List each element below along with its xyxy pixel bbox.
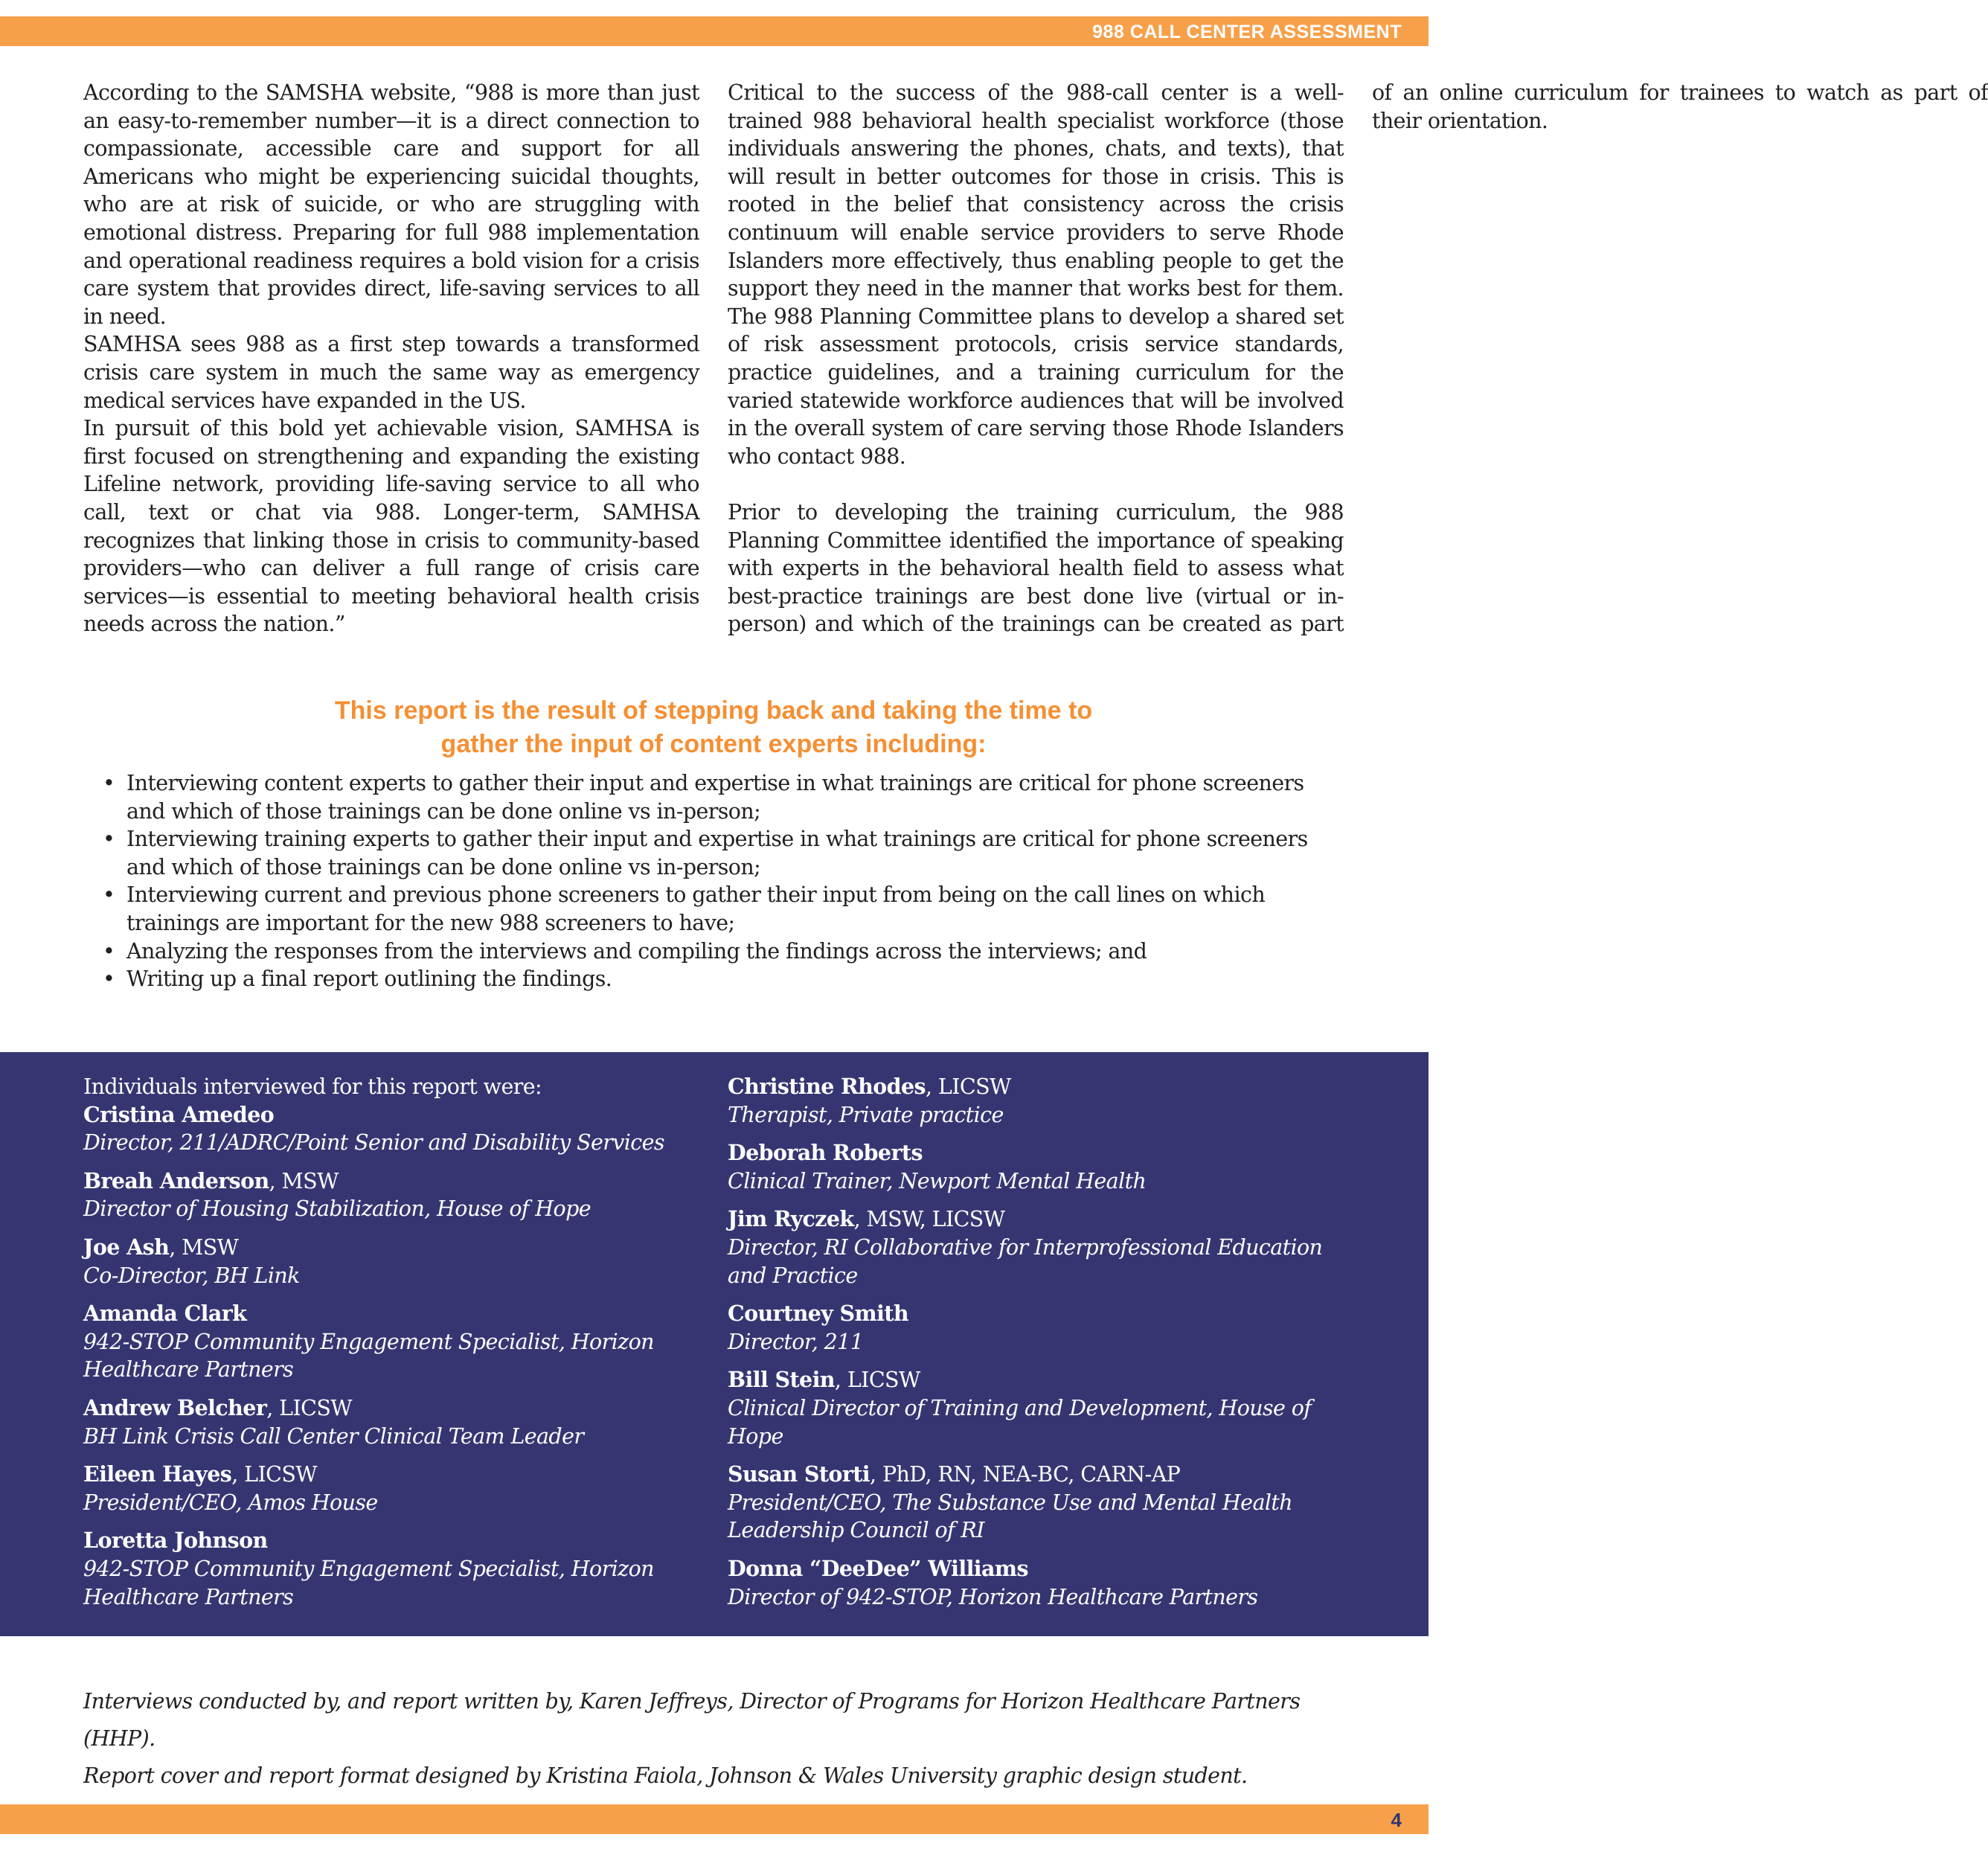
page-number: 4 [1391,1809,1402,1831]
list-item: • Writing up a final report outlining the findings. [83,965,1344,993]
callout-line: This report is the result of stepping back and taking the time to [334,696,1093,725]
header-bar [0,16,1429,46]
list-item: • Interviewing content experts to gather their input and expertise in what trainings are critical for phone screeners and which of those trainings can be done online vs in-person; [103,771,1304,824]
list-item: • Interviewing current and previous phone screeners to gather their input from being on the call lines on which trainings are important for the new 988 screeners to have; [103,882,1266,935]
callout-line: gather the input of content experts including: [440,730,987,758]
interviewees-right-column [728,1073,1353,1621]
bullet-icon: • [103,882,115,908]
interviewees-intro: Individuals interviewed for this report were: [83,1074,542,1099]
footer-bar [0,1804,1429,1834]
interviewee: Eileen Hayes, LICSW President/CEO, Amos House [83,1461,378,1515]
list-item: • Analyzing the responses from the interviews and compiling the findings across the interviews; and [83,938,1344,966]
intro-paragraph: Critical to the success of the 988-call center is a well-trained 988 behavioral health specialist workforce (those individuals answering the phones, chats, and texts), that will result in better outcomes for those in crisis. This is rooted in the belief that consistency across the crisis continuum will enable service providers to serve Rhode Islanders more effectively, thus enabling people to get the support they need in the manner that works best for them. The 988 Planning Committee plans to develop a shared set of risk assessment protocols, crisis service standards, practice guidelines, and a training curriculum for the varied statewide workforce audiences that will be involved in the overall system of care serving those Rhode Islanders who contact 988. [728,80,1344,469]
interviewee: Joe Ash, MSW Co-Director, BH Link [83,1234,300,1288]
interviewees-left-column [83,1073,693,1621]
credits-line: Report cover and report format designed by Kristina Faiola, Johnson & Wales University graphic design student. [83,1763,1248,1788]
bullet-icon: • [103,938,115,964]
document-title: 988 CALL CENTER ASSESSMENT [1092,22,1402,42]
interviewee: Bill Stein, LICSW Clinical Director of Training and Development, House of Hope [728,1367,1312,1449]
interviewees-panel [0,1052,1429,1636]
interviewee: Cristina Amedeo Director, 211/ADRC/Point Senior and Disability Services [83,1101,664,1156]
bullet-icon: • [103,967,115,992]
interviewee: Amanda Clark 942-STOP Community Engagement Specialist, Horizon Healthcare Partners [83,1301,654,1382]
methods-list [83,769,1344,993]
interviewee: Christine Rhodes, LICSW Therapist, Private practice [728,1074,1011,1127]
intro-paragraph: According to the SAMSHA website, “988 is more than just an easy-to-remember number—it is a direct connection to compassionate, accessible care and support for all Americans who might be experiencing suicidal thoughts, who are at risk of suicide, or who are struggling with emotional distress. Preparing for full 988 implementation and operational readiness requires a bold vision for a crisis care system that provides direct, life-saving services to all in need. [83,80,699,329]
interviewee: Donna “DeeDee” Williams Director of 942-STOP, Horizon Healthcare Partners [728,1555,1258,1609]
list-item: • Interviewing training experts to gather their input and expertise in what trainings are critical for phone screeners and which of those trainings can be done online vs in-person; [103,827,1308,879]
intro-paragraph: Prior to developing the training curriculum, the 988 Planning Committee identified the importance of speaking with experts in the behavioral health field to assess what best-practice trainings are best done live (virtual or in-person) and which of the trainings can be created as part of an online curriculum for trainees to watch as part of their orientation. [728,80,1988,637]
interviewee: Deborah Roberts Clinical Trainer, Newport Mental Health [728,1140,1147,1193]
credits [83,1683,1344,1795]
interviewee: Courtney Smith Director, 211 [728,1301,908,1354]
interviewee: Susan Storti, PhD, RN, NEA-BC, CARN-AP President/CEO, The Substance Use and Mental Health Leadership Council of RI [728,1461,1292,1543]
intro-paragraph: In pursuit of this bold yet achievable vision, SAMHSA is first focused on strengthening and expanding the existing Lifeline network, providing life-saving service to all who call, text or chat via 988. Longer-term, SAMHSA recognizes that linking those in crisis to community-based providers—who can deliver a full range of crisis care services—is essential to meeting behavioral health crisis needs across the nation.” [83,416,699,637]
interviewee: Breah Anderson, MSW Director of Housing Stabilization, House of Hope [83,1167,591,1222]
interviewee: Loretta Johnson 942-STOP Community Engagement Specialist, Horizon Healthcare Partners [83,1528,654,1609]
callout-heading [83,694,1344,761]
credits-line: Interviews conducted by, and report written by, Karen Jeffreys, Director of Programs for Horizon Healthcare Partners (HHP). [83,1689,1301,1751]
interviewee: Jim Ryczek, MSW, LICSW Director, RI Collaborative for Interprofessional Education and Practice [728,1206,1323,1288]
intro-paragraph: SAMHSA sees 988 as a first step towards a transformed crisis care system in much the same way as emergency medical services have expanded in the US. [83,332,699,413]
intro-text [83,79,1988,648]
interviewee: Andrew Belcher, LICSW BH Link Crisis Call Center Clinical Team Leader [83,1394,584,1449]
bullet-icon: • [103,827,115,852]
bullet-icon: • [103,771,115,795]
